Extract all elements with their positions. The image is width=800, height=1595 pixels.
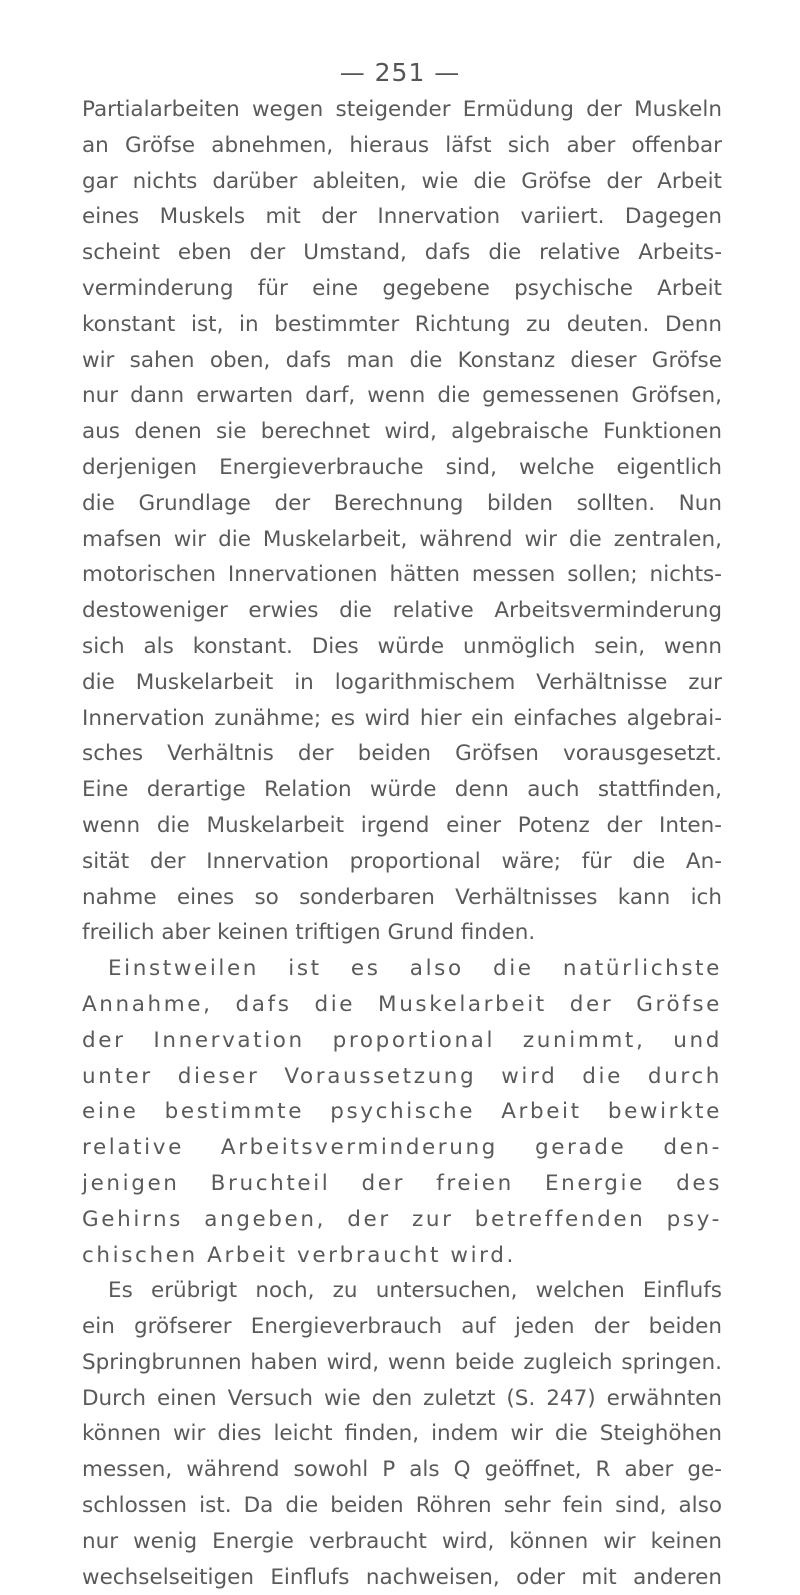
text-line: nur dann erwarten darf, wenn die gemessenen Gröfsen, bbox=[82, 383, 722, 409]
text-line: relative Arbeitsverminderung gerade den- bbox=[82, 1135, 722, 1161]
text-line: motorischen Innervationen hätten messen sollen; nichts- bbox=[82, 562, 722, 588]
text-line: Partialarbeiten wegen steigender Ermüdung der Muskeln bbox=[82, 97, 722, 122]
text-line: Springbrunnen haben wird, wenn beide zugleich springen. bbox=[82, 1349, 722, 1375]
text-line: wir sahen oben, dafs man die Konstanz dieser Gröfse bbox=[82, 347, 722, 373]
text-line: der Innervation proportional zunimmt, und bbox=[82, 1027, 722, 1053]
text-line: sität der Innervation proportional wäre; für die An- bbox=[82, 848, 722, 874]
text-line: nahme eines so sonderbaren Verhältnisses kann ich bbox=[82, 884, 722, 910]
text-line: Durch einen Versuch wie den zuletzt (S. 247) erwähnten bbox=[82, 1385, 722, 1411]
body-text bbox=[82, 92, 722, 1595]
text-line: chischen Arbeit verbraucht wird. bbox=[82, 1242, 516, 1268]
text-line: die Grundlage der Berechnung bilden sollten. Nun bbox=[82, 490, 722, 516]
text-line: messen, während sowohl P als Q geöffnet, R aber ge- bbox=[82, 1457, 722, 1483]
text-line: wechselseitigen Einflufs nachweisen, oder mit anderen bbox=[82, 1564, 722, 1590]
text-line: die Muskelarbeit in logarithmischem Verhältnisse zur bbox=[82, 669, 722, 695]
text-line: Annahme, dafs die Muskelarbeit der Gröfse bbox=[82, 991, 722, 1017]
text-line: sich als konstant. Dies würde unmöglich sein, wenn bbox=[82, 633, 722, 659]
text-line: ein gröfserer Energieverbrauch auf jeden der beiden bbox=[82, 1314, 722, 1340]
paragraph-2-emphasized bbox=[82, 951, 722, 1273]
text-line: wenn die Muskelarbeit irgend einer Potenz der Inten- bbox=[82, 812, 722, 838]
text-line: mafsen wir die Muskelarbeit, während wir die zentralen, bbox=[82, 526, 722, 552]
text-line: an Gröfse abnehmen, hieraus läfst sich aber offenbar bbox=[82, 132, 722, 158]
text-line: derjenigen Energieverbrauche sind, welche eigentlich bbox=[82, 454, 722, 480]
text-line: können wir dies leicht finden, indem wir die Steighöhen bbox=[82, 1421, 722, 1447]
text-line: aus denen sie berechnet wird, algebraische Funktionen bbox=[82, 419, 722, 445]
text-line: Gehirns angeben, der zur betreffenden psy- bbox=[82, 1206, 722, 1232]
text-line: jenigen Bruchteil der freien Energie des bbox=[82, 1170, 722, 1196]
text-line: Eine derartige Relation würde denn auch stattfinden, bbox=[82, 777, 722, 803]
text-line: konstant ist, in bestimmter Richtung zu deuten. Denn bbox=[82, 311, 722, 337]
text-line: Innervation zunähme; es wird hier ein einfaches algebrai- bbox=[82, 705, 722, 731]
text-line: destoweniger erwies die relative Arbeitsverminderung bbox=[82, 598, 722, 624]
text-line: scheint eben der Umstand, dafs die relative Arbeits- bbox=[82, 240, 722, 266]
text-line: freilich aber keinen triftigen Grund finden. bbox=[82, 920, 536, 946]
text-line: Einstweilen ist es also die natürlichste bbox=[108, 956, 722, 982]
text-line: verminderung für eine gegebene psychische Arbeit bbox=[82, 275, 722, 301]
text-line: sches Verhältnis der beiden Gröfsen vorausgesetzt. bbox=[82, 741, 722, 767]
paragraph-1 bbox=[82, 92, 722, 951]
text-line: gar nichts darüber ableiten, wie die Gröfse der Arbeit bbox=[82, 168, 722, 194]
text-line: eines Muskels mit der Innervation variiert. Dagegen bbox=[82, 204, 722, 230]
text-line: Es erübrigt noch, zu untersuchen, welchen Einflufs bbox=[108, 1278, 722, 1304]
page-number: — 251 — bbox=[339, 58, 461, 87]
text-line: eine bestimmte psychische Arbeit bewirkte bbox=[82, 1099, 722, 1125]
text-line: nur wenig Energie verbraucht wird, können wir keinen bbox=[82, 1528, 722, 1554]
text-line: unter dieser Voraussetzung wird die durch bbox=[82, 1063, 722, 1089]
paragraph-3 bbox=[82, 1273, 722, 1595]
text-line: schlossen ist. Da die beiden Röhren sehr fein sind, also bbox=[82, 1493, 722, 1519]
